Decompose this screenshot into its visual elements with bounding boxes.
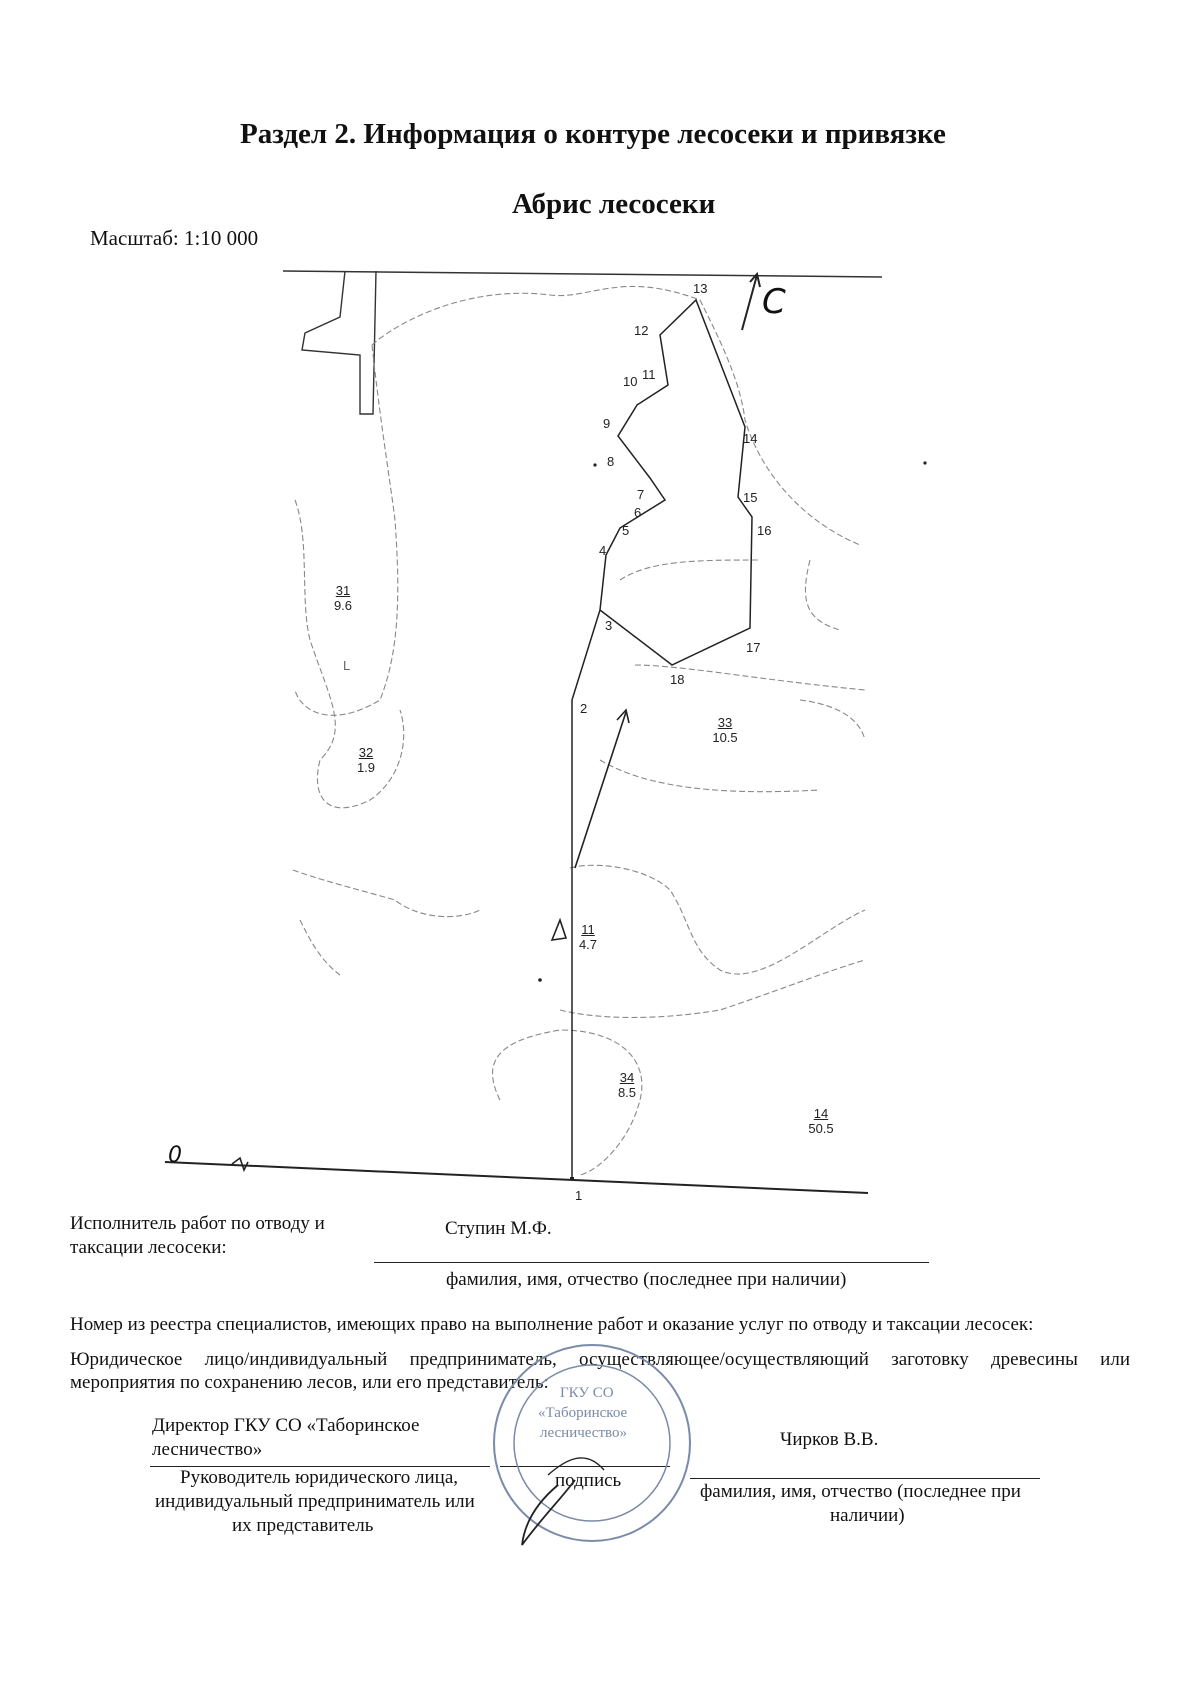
point-label: 3 [605,618,613,633]
plot-number: 32 [358,745,374,760]
point-label: 17 [746,640,761,655]
point-label: 10 [623,374,638,389]
origin-label: 0 [168,1143,182,1168]
director-position-2: лесничество» [152,1439,263,1460]
plot-number: 14 [813,1106,829,1121]
director-caption-right-1: фамилия, имя, отчество (последнее при [700,1481,1021,1502]
director-caption-right-2: наличии) [830,1505,905,1526]
plot-label [602,1070,652,1100]
plot-area: 50.5 [808,1121,834,1136]
point-label: 5 [622,523,630,538]
director-position-1: Директор ГКУ СО «Таборинское [152,1415,420,1436]
executor-signature-line [374,1262,929,1263]
point-label: 4 [599,543,607,558]
stamp-line-3: лесничество» [540,1425,627,1441]
director-name-line [690,1478,1040,1479]
north-label: С [762,282,786,322]
point-label: 14 [743,431,758,446]
plot-number: 31 [335,583,351,598]
plot-number: 11 [581,922,595,937]
point-label: 7 [637,487,645,502]
scale-label: Масштаб: 1:10 000 [90,226,259,250]
plot-area: 10.5 [712,730,738,745]
page-subtitle: Абрис лесосеки [512,188,716,220]
point-label: 15 [743,490,758,505]
stamp-line-1: ГКУ СО [560,1385,614,1401]
plot-area: 8.5 [617,1085,637,1100]
plot-area: 9.6 [333,598,353,613]
director-caption-sign: подпись [555,1470,622,1491]
executor-name: Ступин М.Ф. [445,1218,552,1239]
plot-area: 1.9 [356,760,376,775]
registry-text: Номер из реестра специалистов, имеющих право на выполнение работ и оказание услуг по отводу и таксации лесосек: [70,1314,1034,1335]
plot-number: 33 [717,715,733,730]
plot-label [796,1106,846,1136]
point-label: 18 [670,672,685,687]
point-label: 8 [607,454,615,469]
point-label: 16 [757,523,772,538]
point-label: 11 [642,367,656,382]
point-label: 2 [580,701,588,716]
director-signature-line [500,1466,670,1467]
plot-number: 34 [619,1070,635,1085]
point-label: 12 [634,323,649,338]
executor-label-2: таксации лесосеки: [70,1237,227,1258]
plot-label [563,922,613,952]
point-label: 13 [693,281,708,296]
point-label: 9 [603,416,611,431]
section-title: Раздел 2. Информация о контуре лесосеки и привязке [240,118,946,150]
director-caption-left-1: Руководитель юридического лица, [180,1467,459,1488]
executor-caption: фамилия, имя, отчество (последнее при наличии) [446,1269,847,1290]
legal-text-1: Юридическое лицо/индивидуальный предприниматель, осуществляющее/осуществляющий заготовку древесины или [70,1349,1130,1370]
executor-label-1: Исполнитель работ по отводу и [70,1213,325,1234]
director-caption-left-3: их представитель [232,1515,374,1536]
legal-text-2: мероприятия по сохранению лесов, или его представитель: [70,1372,549,1393]
point-label: 6 [634,505,642,520]
stamp-line-2: «Таборинское [538,1405,628,1421]
stray-mark: L [343,658,351,673]
director-name: Чирков В.В. [780,1429,879,1450]
plot-label [341,745,391,775]
point-label: 1 [575,1188,583,1203]
plot-area: 4.7 [578,937,598,952]
plot-label [318,583,368,613]
plot-label [700,715,750,745]
director-caption-left-2: индивидуальный предприниматель или [155,1491,475,1512]
